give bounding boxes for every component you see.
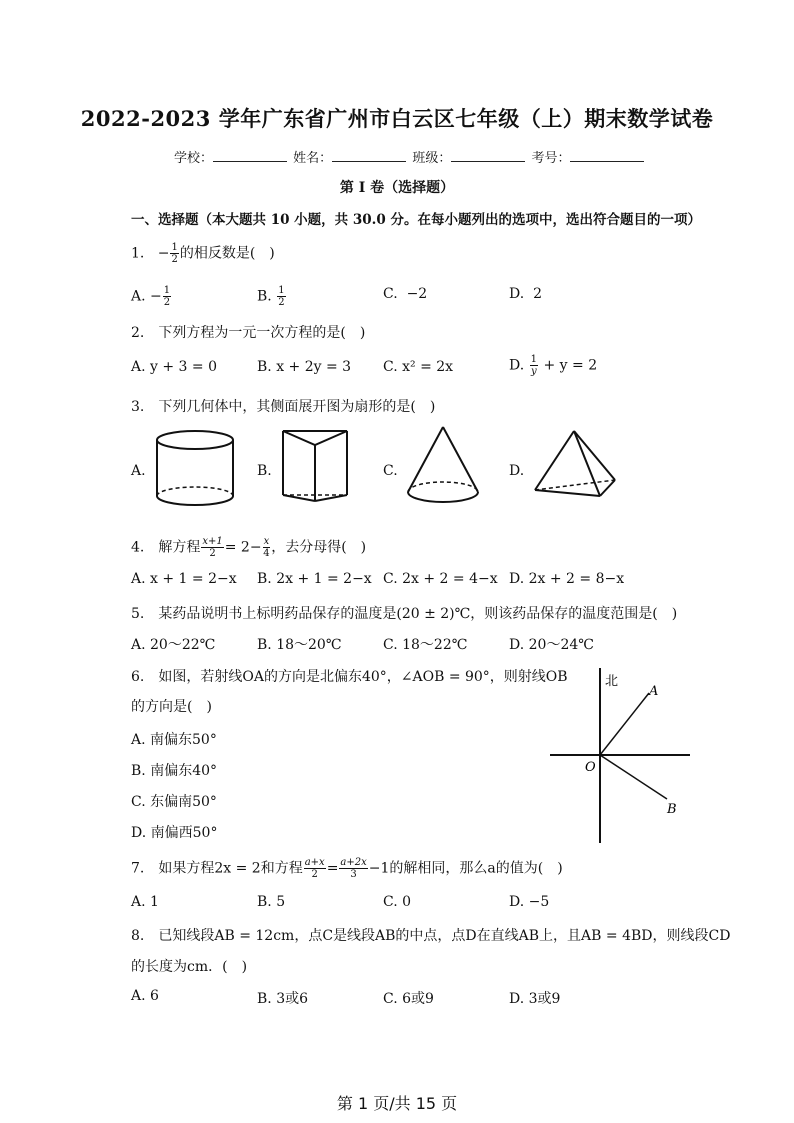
- cylinder-figure: [150, 428, 240, 510]
- q1-option-a[interactable]: [131, 285, 172, 308]
- question-2: 2. 下列方程为一元一次方程的是( ): [131, 325, 366, 341]
- question-4: [131, 536, 366, 559]
- q2-option-a[interactable]: A. y + 3 = 0: [131, 359, 217, 375]
- q4-option-b[interactable]: B. 2x + 1 = 2−x: [257, 571, 372, 587]
- q1-a-den: 2: [163, 297, 171, 308]
- cone-figure: [403, 424, 483, 512]
- class-blank[interactable]: [451, 149, 525, 162]
- q7-f2-num: a+2x: [340, 857, 367, 868]
- q1-fraction: [170, 242, 178, 265]
- part-title: 第 I 卷（选择题）: [339, 180, 455, 196]
- q7-option-b[interactable]: B. 5: [257, 894, 286, 910]
- q1-option-d[interactable]: [509, 286, 542, 302]
- question-6-line-1: 6. 如图，若射线OA的方向是北偏东40°，∠AOB = 90°，则射线OB: [131, 669, 568, 685]
- q7-f1-den: 2: [311, 869, 318, 880]
- school-blank[interactable]: [213, 149, 287, 162]
- q4-prefix: 4. 解方程: [131, 539, 201, 556]
- q2-d-num: 1: [530, 354, 538, 365]
- q6-option-b[interactable]: B. 南偏东40°: [131, 763, 218, 779]
- q1-minus: −: [157, 245, 170, 262]
- q3-option-a-label[interactable]: A.: [131, 463, 146, 479]
- q6-option-d[interactable]: D. 南偏西50°: [131, 825, 218, 841]
- q4-fraction-2: [263, 536, 271, 559]
- q3-option-d-label[interactable]: D.: [509, 463, 525, 479]
- q1-d-value: 2: [533, 286, 543, 302]
- school-label: 学校：: [174, 151, 214, 166]
- q4-option-d[interactable]: D. 2x + 2 = 8−x: [509, 571, 625, 587]
- q7-f1-num: a+x: [304, 857, 325, 868]
- prism-figure: [275, 425, 355, 505]
- q8-option-b[interactable]: B. 3或6: [257, 991, 309, 1007]
- q7-f2-den: 3: [350, 869, 357, 880]
- q8-option-c[interactable]: C. 6或9: [383, 991, 434, 1007]
- q5-option-a[interactable]: A. 20～22℃: [131, 637, 216, 653]
- q4-f1-den: 2: [209, 548, 216, 559]
- q7-suffix: −1的解相同，那么a的值为( ): [368, 860, 563, 877]
- name-blank[interactable]: [332, 149, 406, 162]
- q1-b-label: B.: [257, 288, 272, 305]
- q1-frac-num: 1: [171, 242, 178, 253]
- q3-option-b-label[interactable]: B.: [257, 463, 272, 479]
- q1-a-minus: −: [150, 288, 162, 305]
- q4-f2-den: 4: [263, 548, 270, 559]
- q5-option-c[interactable]: C. 18～22℃: [383, 637, 468, 653]
- q1-b-num: 1: [278, 285, 285, 296]
- q2-d-rest: + y = 2: [543, 357, 598, 374]
- fig-point-b: B: [667, 802, 677, 817]
- direction-figure: [545, 665, 695, 845]
- q7-prefix: 7. 如果方程2x = 2和方程: [131, 860, 303, 877]
- q1-b-fraction: [277, 285, 285, 308]
- q2-option-c[interactable]: C. x² = 2x: [383, 359, 454, 375]
- q1-d-label: D.: [509, 286, 525, 302]
- q1-a-num: 1: [163, 285, 171, 296]
- page-title: 2022-2023 学年广东省广州市白云区七年级（上）期末数学试卷: [80, 106, 714, 131]
- q8-option-d[interactable]: D. 3或9: [509, 991, 561, 1007]
- q2-d-den: y: [531, 366, 537, 377]
- q1-option-b[interactable]: [257, 285, 287, 308]
- student-info-line: [174, 147, 646, 166]
- question-3: 3. 下列几何体中，其侧面展开图为扇形的是( ): [131, 399, 436, 415]
- q6-option-a[interactable]: A. 南偏东50°: [131, 732, 217, 748]
- q7-option-a[interactable]: A. 1: [131, 894, 159, 910]
- section-heading: 一、选择题（本大题共 10 小题，共 30.0 分。在每小题列出的选项中，选出符合题目的一项）: [131, 212, 701, 228]
- q4-option-c[interactable]: C. 2x + 2 = 4−x: [383, 571, 498, 587]
- q1-b-den: 2: [278, 297, 285, 308]
- fig-point-a: A: [649, 684, 659, 699]
- question-1: [131, 242, 275, 265]
- q4-fraction-1: [201, 536, 223, 559]
- q1-a-fraction: [163, 285, 171, 308]
- q1-text: 的相反数是( ): [179, 245, 275, 262]
- q2-d-fraction: [530, 354, 538, 377]
- q2-option-b[interactable]: B. x + 2y = 3: [257, 359, 352, 375]
- q3-option-c-label[interactable]: C.: [383, 463, 398, 479]
- question-6-line-2: 的方向是( ): [131, 699, 212, 715]
- q1-a-label: A.: [131, 288, 146, 305]
- question-8-line-1: 8. 已知线段AB = 12cm，点C是线段AB的中点，点D在直线AB上，且AB = 4BD，则线段CD: [131, 928, 731, 944]
- q5-option-b[interactable]: B. 18～20℃: [257, 637, 342, 653]
- q2-d-label: D.: [509, 357, 525, 374]
- class-label: 班级：: [412, 151, 452, 166]
- q7-fraction-2: [339, 857, 367, 880]
- q5-option-d[interactable]: D. 20～24℃: [509, 637, 594, 653]
- q4-middle: = 2−: [224, 539, 262, 556]
- q7-option-c[interactable]: C. 0: [383, 894, 412, 910]
- q4-suffix: ，去分母得( ): [271, 539, 367, 556]
- fig-north-label: 北: [605, 674, 619, 689]
- question-5: 5. 某药品说明书上标明药品保存的温度是(20 ± 2)℃，则该药品保存的温度范围是( ): [131, 606, 678, 622]
- q1-frac-den: 2: [171, 254, 178, 265]
- q1-c-label: C.: [383, 286, 398, 302]
- q8-option-a[interactable]: A. 6: [131, 988, 159, 1004]
- q6-option-c[interactable]: C. 东偏南50°: [131, 794, 217, 810]
- q1-option-c[interactable]: [383, 286, 427, 302]
- q2-option-d[interactable]: [509, 354, 597, 377]
- q4-f2-num: x: [263, 536, 270, 547]
- q4-option-a[interactable]: A. x + 1 = 2−x: [131, 571, 237, 587]
- q7-equals: =: [326, 860, 339, 877]
- exam-no-label: 考号：: [531, 151, 571, 166]
- q1-c-value: −2: [406, 286, 428, 302]
- question-7: [131, 857, 563, 880]
- q7-fraction-1: [304, 857, 326, 880]
- fig-origin-o: O: [585, 760, 596, 775]
- pyramid-figure: [530, 428, 620, 500]
- name-label: 姓名：: [293, 151, 333, 166]
- q4-f1-num: x+1: [202, 536, 223, 547]
- q7-option-d[interactable]: D. −5: [509, 894, 550, 910]
- q1-number: 1.: [131, 245, 145, 262]
- page-footer: 第 1 页/共 15 页: [336, 1094, 458, 1113]
- question-8-line-2: 的长度为cm．( ): [131, 959, 248, 975]
- exam-no-blank[interactable]: [570, 149, 644, 162]
